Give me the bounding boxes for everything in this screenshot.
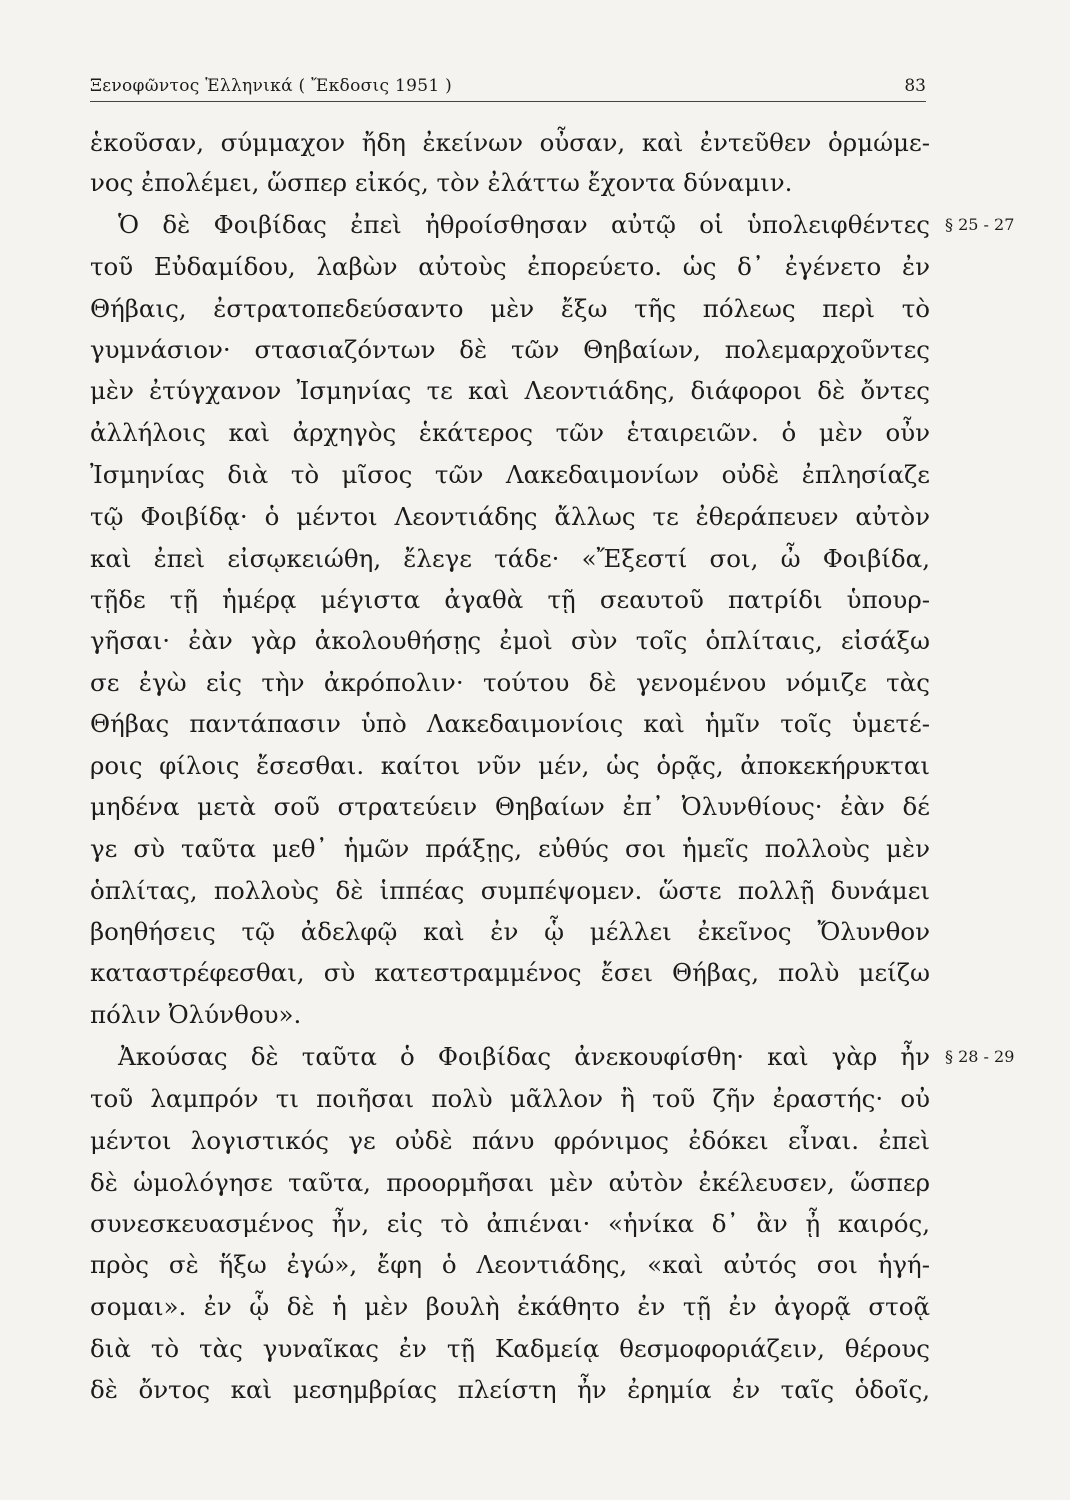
text-line: σε ἐγὼ εἰς τὴν ἀκρόπολιν· τούτου δὲ γενομένου νόμιζε τὰς (90, 668, 930, 697)
text-line: ὁπλίτας, πολλοὺς δὲ ἱππέας συμπέψομεν. ὥστε πολλῇ δυνάμει (90, 876, 930, 905)
text-line: Ἀκούσας δὲ ταῦτα ὁ Φοιβίδας ἀνεκουφίσθη· καὶ γὰρ ἦν (118, 1042, 930, 1071)
section-marker: § 25 - 27 (945, 215, 1015, 234)
text-line: διὰ τὸ τὰς γυναῖκας ἐν τῇ Καδμείᾳ θεσμοφοριάζειν, θέρους (90, 1334, 930, 1363)
text-line: τοῦ Εὐδαμίδου, λαβὼν αὐτοὺς ἐπορεύετο. ὡς δ᾽ ἐγένετο ἐν (90, 252, 930, 281)
text-line: τῇδε τῇ ἡμέρᾳ μέγιστα ἀγαθὰ τῇ σεαυτοῦ πατρίδι ὑπουρ- (90, 585, 930, 614)
running-header (90, 74, 926, 104)
header-rule (90, 101, 926, 102)
text-line: νος ἐπολέμει, ὥσπερ εἰκός, τὸν ἐλάττω ἔχοντα δύναμιν. (90, 168, 793, 197)
text-line: δὲ ὄντος καὶ μεσημβρίας πλείστη ἦν ἐρημία ἐν ταῖς ὁδοῖς, (90, 1375, 930, 1404)
text-line: ἀλλήλοις καὶ ἀρχηγὸς ἑκάτερος τῶν ἑταιρειῶν. ὁ μὲν οὖν (90, 418, 930, 447)
section-marker: § 28 - 29 (945, 1047, 1015, 1066)
text-line: ἑκοῦσαν, σύμμαχον ἤδη ἐκείνων οὖσαν, καὶ ἐντεῦθεν ὁρμώμε- (90, 128, 930, 157)
text-line: καταστρέφεσθαι, σὺ κατεστραμμένος ἔσει Θήβας, πολὺ μείζω (90, 958, 930, 987)
text-line: τῷ Φοιβίδᾳ· ὁ μέντοι Λεοντιάδης ἄλλως τε ἐθεράπευεν αὐτὸν (90, 502, 930, 531)
text-line: Ἰσμηνίας διὰ τὸ μῖσος τῶν Λακεδαιμονίων οὐδὲ ἐπλησίαζε (90, 460, 930, 489)
text-line: τοῦ λαμπρόν τι ποιῆσαι πολὺ μᾶλλον ἢ τοῦ ζῆν ἐραστής· οὐ (90, 1084, 930, 1113)
text-line: Θήβαις, ἐστρατοπεδεύσαντο μὲν ἔξω τῆς πόλεως περὶ τὸ (90, 294, 930, 323)
running-title: Ξενοφῶντος Ἑλληνικά ( Ἔκδοσις 1951 ) (90, 76, 453, 96)
text-line: πρὸς σὲ ἥξω ἐγώ», ἔφη ὁ Λεοντιάδης, «καὶ αὐτός σοι ἡγή- (90, 1250, 930, 1279)
text-line: πόλιν Ὀλύνθου». (90, 1000, 302, 1029)
text-line: γῆσαι· ἐὰν γὰρ ἀκολουθήσῃς ἐμοὶ σὺν τοῖς ὁπλίταις, εἰσάξω (90, 626, 930, 655)
text-line: μέντοι λογιστικός γε οὐδὲ πάνυ φρόνιμος ἐδόκει εἶναι. ἐπεὶ (90, 1126, 930, 1155)
page-number: 83 (904, 76, 926, 96)
text-line: γυμνάσιον· στασιαζόντων δὲ τῶν Θηβαίων, πολεμαρχοῦντες (90, 335, 930, 364)
text-line: δὲ ὡμολόγησε ταῦτα, προορμῆσαι μὲν αὐτὸν ἐκέλευσεν, ὥσπερ (90, 1168, 930, 1197)
text-line: μὲν ἐτύγχανον Ἰσμηνίας τε καὶ Λεοντιάδης, διάφοροι δὲ ὄντες (90, 376, 930, 405)
text-line: γε σὺ ταῦτα μεθ᾽ ἡμῶν πράξῃς, εὐθύς σοι ἡμεῖς πολλοὺς μὲν (90, 834, 930, 863)
text-line: καὶ ἐπεὶ εἰσῳκειώθη, ἔλεγε τάδε· «Ἔξεστί σοι, ὦ Φοιβίδα, (90, 544, 930, 573)
text-line: Ὁ δὲ Φοιβίδας ἐπεὶ ἠθροίσθησαν αὐτῷ οἱ ὑπολειφθέντες (118, 210, 930, 239)
text-line: ροις φίλοις ἔσεσθαι. καίτοι νῦν μέν, ὡς ὁρᾷς, ἀποκεκήρυκται (90, 751, 930, 780)
text-line: σομαι». ἐν ᾧ δὲ ἡ μὲν βουλὴ ἐκάθητο ἐν τῇ ἐν ἀγορᾷ στοᾷ (90, 1292, 930, 1321)
text-line: Θήβας παντάπασιν ὑπὸ Λακεδαιμονίοις καὶ ἡμῖν τοῖς ὑμετέ- (90, 709, 930, 738)
text-line: μηδένα μετὰ σοῦ στρατεύειν Θηβαίων ἐπ᾽ Ὀλυνθίους· ἐὰν δέ (90, 792, 930, 821)
text-line: συνεσκευασμένος ἦν, εἰς τὸ ἀπιέναι· «ἡνίκα δ᾽ ἂν ᾖ καιρός, (90, 1209, 930, 1238)
text-line: βοηθήσεις τῷ ἀδελφῷ καὶ ἐν ᾧ μέλλει ἐκεῖνος Ὄλυνθον (90, 917, 930, 946)
